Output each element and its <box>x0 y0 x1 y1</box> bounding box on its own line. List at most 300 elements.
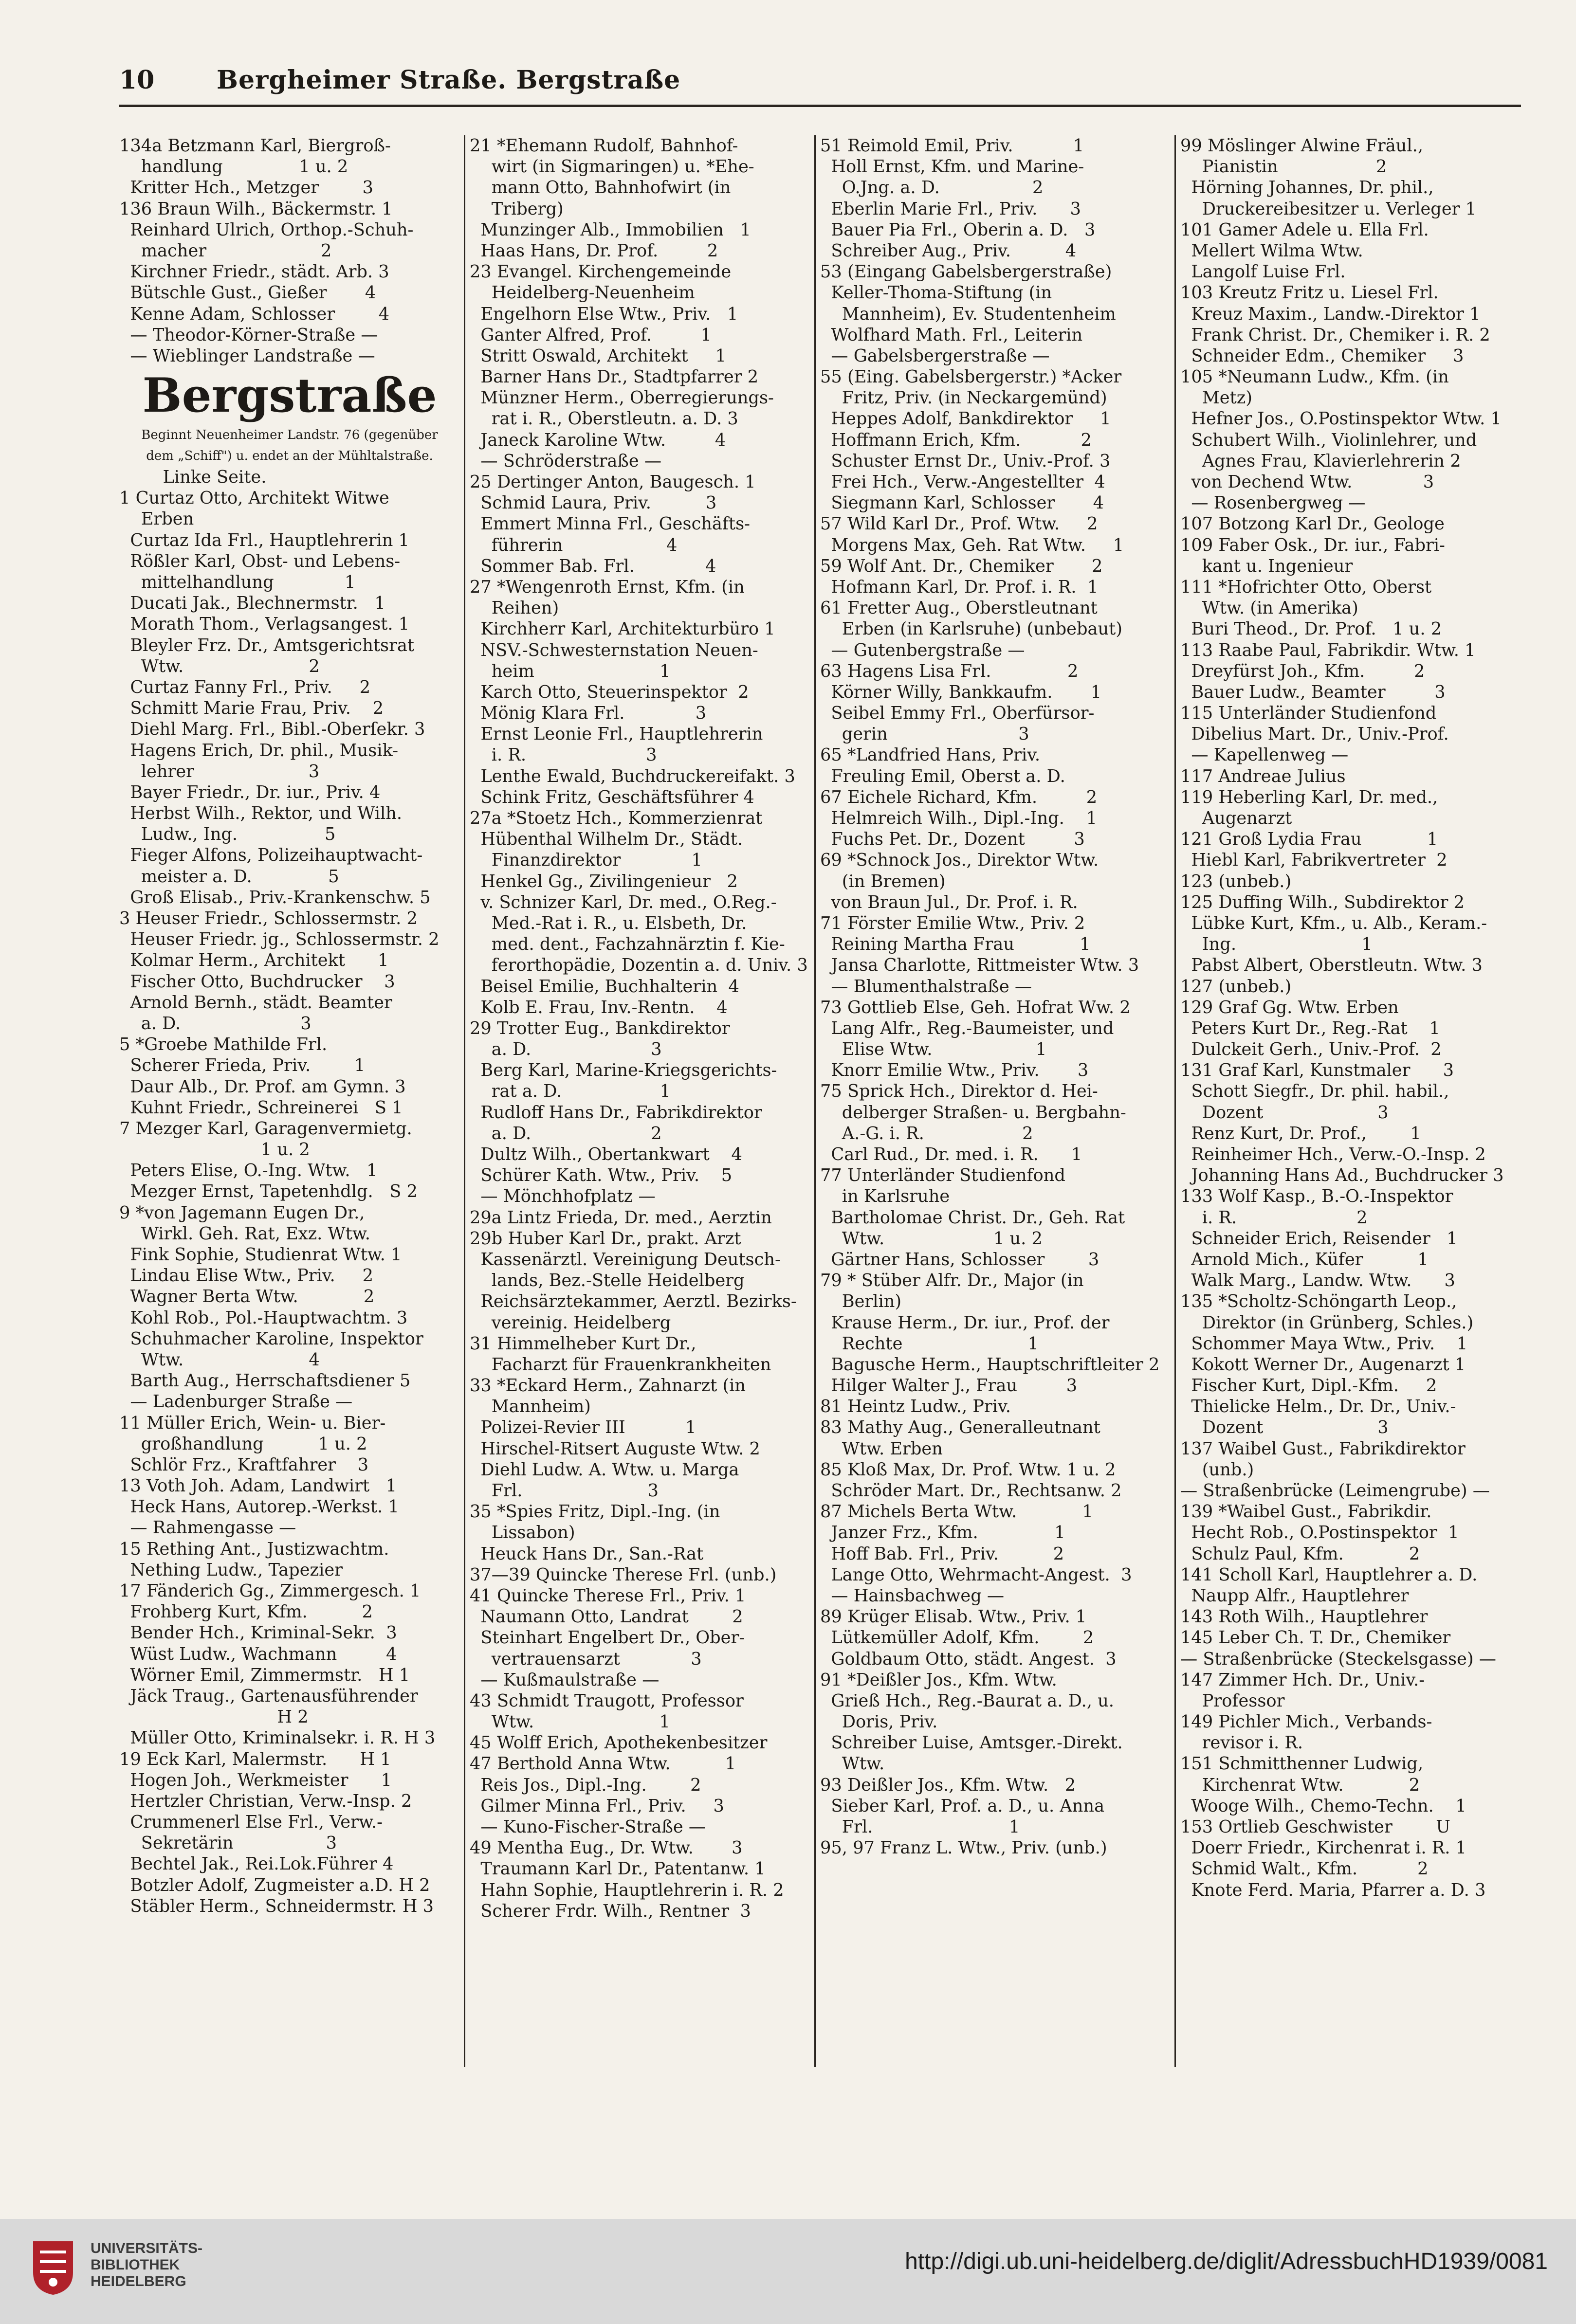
address-line: 151 Schmitthenner Ludwig, <box>1180 1754 1423 1774</box>
address-line: Schneider Erich, Reisender 1 <box>1180 1228 1458 1249</box>
address-line: Schuster Ernst Dr., Univ.-Prof. 3 <box>820 451 1111 471</box>
address-line: Fischer Otto, Buchdrucker 3 <box>119 971 395 992</box>
address-line: Fieger Alfons, Polizeihauptwacht- <box>119 845 423 866</box>
address-line: Siegmann Karl, Schlosser 4 <box>820 493 1104 513</box>
address-line: Janzer Frz., Kfm. 1 <box>820 1523 1065 1543</box>
address-line: 25 Dertinger Anton, Baugesch. 1 <box>470 472 756 492</box>
address-line: Seibel Emmy Frl., Oberfürsor- <box>820 703 1095 724</box>
address-line: Gilmer Minna Frl., Priv. 3 <box>470 1796 724 1816</box>
page-header <box>119 58 1521 102</box>
address-line: Wüst Ludw., Wachmann 4 <box>119 1644 397 1664</box>
address-line: Heuck Hans Dr., San.-Rat <box>470 1543 704 1564</box>
column-3 <box>820 135 1171 2072</box>
address-line: 143 Roth Wilh., Hauptlehrer <box>1180 1607 1428 1627</box>
address-line: Doris, Priv. <box>820 1712 938 1732</box>
address-line: Wirkl. Geh. Rat, Exz. Wtw. <box>119 1223 370 1244</box>
address-line: Reinhard Ulrich, Orthop.-Schuh- <box>119 219 414 240</box>
address-line: Janeck Karoline Wtw. 4 <box>470 430 726 450</box>
address-line: Heppes Adolf, Bankdirektor 1 <box>820 409 1111 429</box>
address-line: führerin 4 <box>470 535 678 555</box>
address-line: Facharzt für Frauenkrankheiten <box>470 1354 771 1375</box>
address-line: 115 Unterländer Studienfond <box>1180 703 1437 724</box>
address-line: Schott Siegfr., Dr. phil. habil., <box>1180 1081 1449 1102</box>
address-line: 73 Gottlieb Else, Geh. Hofrat Ww. 2 <box>820 997 1131 1017</box>
address-line: 43 Schmidt Traugott, Professor <box>470 1690 744 1711</box>
address-line: Engelhorn Else Wtw., Priv. 1 <box>470 304 738 324</box>
address-line: — Ladenburger Straße — <box>119 1392 353 1412</box>
address-line: 113 Raabe Paul, Fabrikdir. Wtw. 1 <box>1180 640 1476 660</box>
address-line: Scherer Frieda, Priv. 1 <box>119 1055 366 1076</box>
address-line: Helmreich Wilh., Dipl.-Ing. 1 <box>820 808 1097 828</box>
address-line: Knorr Emilie Wtw., Priv. 3 <box>820 1060 1089 1081</box>
address-line: Grieß Hch., Reg.-Baurat a. D., u. <box>820 1690 1114 1711</box>
address-line: ferorthopädie, Dozentin a. d. Univ. 3 <box>470 955 808 976</box>
address-line: Lang Alfr., Reg.-Baumeister, und <box>820 1018 1114 1038</box>
address-line: Polizei-Revier III 1 <box>470 1417 696 1438</box>
address-line: Druckereibesitzer u. Verleger 1 <box>1180 199 1477 219</box>
address-line: Kenne Adam, Schlosser 4 <box>119 304 390 324</box>
address-line: mann Otto, Bahnhofwirt (in <box>470 178 731 198</box>
address-line: Jansa Charlotte, Rittmeister Wtw. 3 <box>820 955 1139 976</box>
address-line: Morath Thom., Verlagsangest. 1 <box>119 614 410 635</box>
address-line: Keller-Thoma-Stiftung (in <box>820 283 1052 303</box>
address-line: — Straßenbrücke (Leimengrube) — <box>1180 1481 1490 1501</box>
address-line: Heck Hans, Autorep.-Werkst. 1 <box>119 1497 399 1517</box>
address-line: Kritter Hch., Metzger 3 <box>119 178 374 198</box>
address-line: Dozent 3 <box>1180 1102 1389 1123</box>
address-line: Bagusche Herm., Hauptschriftleiter 2 <box>820 1354 1160 1375</box>
address-line: 121 Groß Lydia Frau 1 <box>1180 829 1438 850</box>
address-line: 95, 97 Franz L. Wtw., Priv. (unb.) <box>820 1838 1107 1858</box>
address-line: 85 Kloß Max, Dr. Prof. Wtw. 1 u. 2 <box>820 1459 1116 1480</box>
address-line: — Gutenbergstraße — <box>820 640 1025 660</box>
address-line: 29a Lintz Frieda, Dr. med., Aerztin <box>470 1207 772 1228</box>
address-line: Bartholomae Christ. Dr., Geh. Rat <box>820 1207 1125 1228</box>
column-4 <box>1180 135 1521 2072</box>
address-line: 141 Scholl Karl, Hauptlehrer a. D. <box>1180 1564 1478 1585</box>
address-line: Bayer Friedr., Dr. iur., Priv. 4 <box>119 782 381 802</box>
address-line: Rudloff Hans Dr., Fabrikdirektor <box>470 1102 762 1123</box>
address-line: Stäbler Herm., Schneidermstr. H 3 <box>119 1896 434 1916</box>
address-line: 101 Gamer Adele u. Ella Frl. <box>1180 219 1429 240</box>
address-line: 49 Mentha Eug., Dr. Wtw. 3 <box>470 1838 743 1858</box>
address-line: mittelhandlung 1 <box>119 572 356 592</box>
address-line: Mönig Klara Frl. 3 <box>470 703 707 724</box>
address-line: Dulckeit Gerh., Univ.-Prof. 2 <box>1180 1039 1442 1060</box>
section-title: Bergstraße <box>142 368 437 423</box>
address-line: Erben <box>119 509 194 529</box>
address-line: Traumann Karl Dr., Patentanw. 1 <box>470 1859 766 1879</box>
address-line: Pianistin 2 <box>1180 157 1387 177</box>
address-line: Wtw. 4 <box>119 1349 320 1370</box>
address-line: Kirchenrat Wtw. 2 <box>1180 1775 1420 1795</box>
library-name-line: UNIVERSITÄTS- <box>91 2240 203 2256</box>
address-line: Stritt Oswald, Architekt 1 <box>470 345 726 366</box>
address-line: Wooge Wilh., Chemo-Techn. 1 <box>1180 1796 1466 1816</box>
address-line: lehrer 3 <box>119 761 320 781</box>
address-line: vertrauensarzt 3 <box>470 1649 702 1669</box>
column-divider <box>464 135 465 2067</box>
address-line: 19 Eck Karl, Malermstr. H 1 <box>119 1749 391 1769</box>
address-line: Curtaz Fanny Frl., Priv. 2 <box>119 677 371 697</box>
address-line: Ganter Alfred, Prof. 1 <box>470 325 712 345</box>
address-line: Knote Ferd. Maria, Pfarrer a. D. 3 <box>1180 1880 1486 1900</box>
address-line: Berlin) <box>820 1291 902 1312</box>
address-line: Holl Ernst, Kfm. und Marine- <box>820 157 1084 177</box>
address-line: Hirschel-Ritsert Auguste Wtw. 2 <box>470 1438 760 1459</box>
address-line: 71 Förster Emilie Wtw., Priv. 2 <box>820 913 1085 933</box>
address-line: Wtw. Erben <box>820 1438 943 1459</box>
address-line: Mezger Ernst, Tapetenhdlg. S 2 <box>119 1181 418 1202</box>
address-line: Morgens Max, Geh. Rat Wtw. 1 <box>820 535 1124 555</box>
address-line: Lindau Elise Wtw., Priv. 2 <box>119 1266 374 1286</box>
address-line: Ducati Jak., Blechnermstr. 1 <box>119 593 385 614</box>
address-line: 63 Hagens Lisa Frl. 2 <box>820 661 1079 681</box>
address-line: Bauer Ludw., Beamter 3 <box>1180 682 1446 702</box>
address-line: 35 *Spies Fritz, Dipl.-Ing. (in <box>470 1502 720 1522</box>
address-line: Wtw. 2 <box>119 656 320 676</box>
address-line: rat i. R., Oberstleutn. a. D. 3 <box>470 409 738 429</box>
address-line: Frohberg Kurt, Kfm. 2 <box>119 1602 373 1622</box>
address-line: 53 (Eingang Gabelsbergerstraße) <box>820 262 1112 282</box>
address-line: Renz Kurt, Dr. Prof., 1 <box>1180 1123 1421 1144</box>
address-line: Goldbaum Otto, städt. Angest. 3 <box>820 1649 1117 1669</box>
address-line: Lange Otto, Wehrmacht-Angest. 3 <box>820 1564 1132 1585</box>
address-line: 59 Wolf Ant. Dr., Chemiker 2 <box>820 556 1103 576</box>
address-line: Groß Elisab., Priv.-Krankenschw. 5 <box>119 887 431 908</box>
address-line: Sieber Karl, Prof. a. D., u. Anna <box>820 1796 1105 1816</box>
address-line: Rechte 1 <box>820 1333 1039 1354</box>
address-line: Barner Hans Dr., Stadtpfarrer 2 <box>470 367 759 387</box>
address-line: Schmitt Marie Frau, Priv. 2 <box>119 698 384 719</box>
address-line: Peters Elise, O.-Ing. Wtw. 1 <box>119 1161 378 1181</box>
address-line: Wtw. (in Amerika) <box>1180 598 1358 618</box>
address-line: 75 Sprick Hch., Direktor d. Hei- <box>820 1081 1098 1102</box>
address-line: 93 Deißler Jos., Kfm. Wtw. 2 <box>820 1775 1076 1795</box>
address-line: 103 Kreutz Fritz u. Liesel Frl. <box>1180 283 1439 303</box>
address-line: Schürer Kath. Wtw., Priv. 5 <box>470 1165 733 1186</box>
address-line: Curtaz Ida Frl., Hauptlehrerin 1 <box>119 530 409 550</box>
address-line: Hofmann Karl, Dr. Prof. i. R. 1 <box>820 577 1099 597</box>
address-line: Kolb E. Frau, Inv.-Rentn. 4 <box>470 997 728 1017</box>
address-line: Kirchner Friedr., städt. Arb. 3 <box>119 262 389 282</box>
address-line: 107 Botzong Karl Dr., Geologe <box>1180 514 1445 534</box>
address-line: Med.-Rat i. R., u. Elsbeth, Dr. <box>470 913 747 933</box>
address-line: Körner Willy, Bankkaufm. 1 <box>820 682 1102 702</box>
address-line: 145 Leber Ch. T. Dr., Chemiker <box>1180 1628 1451 1648</box>
address-line: Freuling Emil, Oberst a. D. <box>820 766 1065 786</box>
address-line: 21 *Ehemann Rudolf, Bahnhof- <box>470 136 738 156</box>
address-line: Botzler Adolf, Zugmeister a.D. H 2 <box>119 1875 430 1895</box>
address-line: heim 1 <box>470 661 671 681</box>
address-line: i. R. 2 <box>1180 1207 1368 1228</box>
column-2 <box>470 135 810 2072</box>
address-line: Agnes Frau, Klavierlehrerin 2 <box>1180 451 1461 471</box>
address-line: Ing. 1 <box>1180 934 1373 955</box>
address-line: 51 Reimold Emil, Priv. 1 <box>820 136 1084 156</box>
address-line: Linke Seite. <box>119 467 267 488</box>
address-line: Hiebl Karl, Fabrikvertreter 2 <box>1180 850 1448 871</box>
address-line: 7 Mezger Karl, Garagenvermietg. <box>119 1118 412 1139</box>
address-line: a. D. 3 <box>119 1013 312 1034</box>
library-name <box>91 2240 246 2290</box>
address-line: Barth Aug., Herrschaftsdiener 5 <box>119 1371 411 1391</box>
address-line: macher 2 <box>119 240 332 261</box>
address-line: O.Jng. a. D. 2 <box>820 178 1044 198</box>
address-line: Fritz, Priv. (in Neckargemünd) <box>820 388 1107 408</box>
address-line: Bender Hch., Kriminal-Sekr. 3 <box>119 1623 397 1643</box>
address-line: Kirchherr Karl, Architekturbüro 1 <box>470 619 775 639</box>
address-line: 69 *Schnock Jos., Direktor Wtw. <box>820 850 1099 871</box>
address-line: Lütkemüller Adolf, Kfm. 2 <box>820 1628 1094 1648</box>
address-line: Fischer Kurt, Dipl.-Kfm. 2 <box>1180 1376 1437 1396</box>
address-line: Carl Rud., Dr. med. i. R. 1 <box>820 1144 1082 1164</box>
address-line: Fink Sophie, Studienrat Wtw. 1 <box>119 1245 402 1265</box>
address-line: 41 Quincke Therese Frl., Priv. 1 <box>470 1585 746 1606</box>
address-line: handlung 1 u. 2 <box>119 157 348 177</box>
address-line: i. R. 3 <box>470 745 657 765</box>
address-line: Wagner Berta Wtw. 2 <box>119 1287 375 1307</box>
address-line: 137 Waibel Gust., Fabrikdirektor <box>1180 1438 1466 1459</box>
address-line: Hagens Erich, Dr. phil., Musik- <box>119 740 399 761</box>
address-line: 13 Voth Joh. Adam, Landwirt 1 <box>119 1476 397 1496</box>
section-subtitle <box>119 425 460 467</box>
address-line: Schink Fritz, Geschäftsführer 4 <box>470 787 754 807</box>
address-line: Wtw. <box>820 1754 885 1774</box>
address-line: Bechtel Jak., Rei.Lok.Führer 4 <box>119 1854 394 1874</box>
address-line: 77 Unterländer Studienfond <box>820 1165 1065 1186</box>
address-line: großhandlung 1 u. 2 <box>119 1434 367 1454</box>
address-line: wirt (in Sigmaringen) u. *Ehe- <box>470 157 754 177</box>
address-line: Kohl Rob., Pol.-Hauptwachtm. 3 <box>119 1307 408 1328</box>
address-line: Reinheimer Hch., Verw.-O.-Insp. 2 <box>1180 1144 1486 1164</box>
address-line: Bauer Pia Frl., Oberin a. D. 3 <box>820 219 1096 240</box>
address-line: 9 *von Jagemann Eugen Dr., <box>119 1202 365 1223</box>
address-line: 87 Michels Berta Wtw. 1 <box>820 1502 1093 1522</box>
address-line: 47 Berthold Anna Wtw. 1 <box>470 1754 736 1774</box>
address-line: 37—39 Quincke Therese Frl. (unb.) <box>470 1564 777 1585</box>
address-line: 109 Faber Osk., Dr. iur., Fabri- <box>1180 535 1445 555</box>
address-line: Mannheim) <box>470 1397 591 1417</box>
address-line: Heidelberg-Neuenheim <box>470 283 695 303</box>
address-line: Henkel Gg., Zivilingenieur 2 <box>470 871 738 891</box>
address-line: Schneider Edm., Chemiker 3 <box>1180 345 1464 366</box>
address-line: — Kußmaulstraße — <box>470 1670 660 1690</box>
address-line: Hecht Rob., O.Postinspektor 1 <box>1180 1523 1459 1543</box>
address-line: 5 *Groebe Mathilde Frl. <box>119 1035 328 1055</box>
address-line: 127 (unbeb.) <box>1180 976 1292 997</box>
address-line: 65 *Landfried Hans, Priv. <box>820 745 1041 765</box>
address-line: kant u. Ingenieur <box>1180 556 1353 576</box>
address-line: Kolmar Herm., Architekt 1 <box>119 950 389 971</box>
address-line: Gärtner Hans, Schlosser 3 <box>820 1249 1100 1270</box>
address-line: Reining Martha Frau 1 <box>820 934 1091 955</box>
address-line: 125 Duffing Wilh., Subdirektor 2 <box>1180 892 1465 912</box>
address-line: 23 Evangel. Kirchengemeinde <box>470 262 732 282</box>
address-line: Nething Ludw., Tapezier <box>119 1560 343 1580</box>
address-line: 57 Wild Karl Dr., Prof. Wtw. 2 <box>820 514 1098 534</box>
address-line: — Rahmengasse — <box>119 1518 296 1538</box>
address-line: Lissabon) <box>470 1523 575 1543</box>
address-line: a. D. 3 <box>470 1039 662 1060</box>
library-name-line: BIBLIOTHEK <box>91 2257 180 2273</box>
university-library-seal-icon <box>30 2238 76 2297</box>
address-line: Diehl Ludw. A. Wtw. u. Marga <box>470 1459 739 1480</box>
address-line: Peters Kurt Dr., Reg.-Rat 1 <box>1180 1018 1440 1038</box>
address-line: 134a Betzmann Karl, Biergroß- <box>119 136 391 156</box>
address-line: von Braun Jul., Dr. Prof. i. R. <box>820 892 1078 912</box>
address-line: — Rosenbergweg — <box>1180 493 1366 513</box>
address-line: vereinig. Heidelberg <box>470 1312 671 1333</box>
address-line: Kreuz Maxim., Landw.-Direktor 1 <box>1180 304 1481 324</box>
address-line: Herbst Wilh., Rektor, und Wilh. <box>119 803 403 824</box>
address-line: Lenthe Ewald, Buchdruckereifakt. 3 <box>470 766 795 786</box>
address-line: Schubert Wilh., Violinlehrer, und <box>1180 430 1477 450</box>
address-line: Wolfhard Math. Frl., Leiterin <box>820 325 1083 345</box>
address-line: Arnold Mich., Küfer 1 <box>1180 1249 1429 1270</box>
address-line: 15 Rething Ant., Justizwachtm. <box>119 1539 389 1559</box>
address-line: Reichsärztekammer, Aerztl. Bezirks- <box>470 1291 797 1312</box>
address-line: revisor i. R. <box>1180 1733 1303 1753</box>
address-line: Emmert Minna Frl., Geschäfts- <box>470 514 751 534</box>
address-line: Finanzdirektor 1 <box>470 850 702 871</box>
address-line: Johanning Hans Ad., Buchdrucker 3 <box>1180 1165 1504 1186</box>
address-line: 17 Fänderich Gg., Zimmergesch. 1 <box>119 1581 421 1601</box>
address-line: Heuser Friedr. jg., Schlossermstr. 2 <box>119 929 440 950</box>
address-line: Professor <box>1180 1690 1285 1711</box>
address-line: Kassenärztl. Vereinigung Deutsch- <box>470 1249 781 1270</box>
address-line: Karch Otto, Steuerinspektor 2 <box>470 682 749 702</box>
address-line: 79 * Stüber Alfr. Dr., Major (in <box>820 1271 1084 1291</box>
address-line: 33 *Eckard Herm., Zahnarzt (in <box>470 1376 746 1396</box>
address-line: Ernst Leonie Frl., Hauptlehrerin <box>470 724 763 744</box>
address-line: Triberg) <box>470 199 564 219</box>
page-title: Bergheimer Straße. Bergstraße <box>217 65 681 95</box>
address-line: Scherer Frdr. Wilh., Rentner 3 <box>470 1901 751 1921</box>
address-line: rat a. D. 1 <box>470 1081 671 1102</box>
address-line: Naumann Otto, Landrat 2 <box>470 1607 743 1627</box>
address-line: Schmid Walt., Kfm. 2 <box>1180 1859 1429 1879</box>
address-line: Crummenerl Else Frl., Verw.- <box>119 1812 383 1833</box>
column-divider <box>1174 135 1176 2067</box>
address-line: A.-G. i. R. 2 <box>820 1123 1033 1144</box>
address-line: Rößler Karl, Obst- und Lebens- <box>119 551 401 571</box>
address-line: 117 Andreae Julius <box>1180 766 1346 786</box>
address-line: Wtw. 1 u. 2 <box>820 1228 1043 1249</box>
address-line: — Mönchhofplatz — <box>470 1186 656 1207</box>
address-line: 136 Braun Wilh., Bäckermstr. 1 <box>119 199 393 219</box>
address-line: Schröder Mart. Dr., Rechtsanw. 2 <box>820 1481 1122 1501</box>
address-line: Schreiber Luise, Amtsger.-Direkt. <box>820 1733 1123 1753</box>
address-line: (unb.) <box>1180 1459 1254 1480</box>
address-line: Augenarzt <box>1180 808 1292 828</box>
address-line: 45 Wolff Erich, Apothekenbesitzer <box>470 1733 768 1753</box>
address-line: Wörner Emil, Zimmermstr. H 1 <box>119 1665 410 1685</box>
address-line: Buri Theod., Dr. Prof. 1 u. 2 <box>1180 619 1442 639</box>
address-line: 31 Himmelheber Kurt Dr., <box>470 1333 696 1354</box>
address-line: Kuhnt Friedr., Schreinerei S 1 <box>119 1097 403 1118</box>
address-line: Ludw., Ing. 5 <box>119 824 336 845</box>
address-line: 1 Curtaz Otto, Architekt Witwe <box>119 488 389 508</box>
address-line: Erben (in Karlsruhe) (unbebaut) <box>820 619 1122 639</box>
address-line: Hilger Walter J., Frau 3 <box>820 1376 1078 1396</box>
address-line: Sekretärin 3 <box>119 1833 337 1853</box>
address-line: Hübenthal Wilhelm Dr., Städt. <box>470 829 743 850</box>
address-line: Sommer Bab. Frl. 4 <box>470 556 716 576</box>
address-line: — Kuno-Fischer-Straße — <box>470 1817 706 1837</box>
address-line: 61 Fretter Aug., Oberstleutnant <box>820 598 1098 618</box>
address-line: — Gabelsbergerstraße — <box>820 345 1050 366</box>
address-line: Münzner Herm., Oberregierungs- <box>470 388 774 408</box>
address-line: Hoff Bab. Frl., Priv. 2 <box>820 1543 1064 1564</box>
address-line: Reihen) <box>470 598 559 618</box>
address-line: Bleyler Frz. Dr., Amtsgerichtsrat <box>119 635 415 655</box>
address-line: Schlör Frz., Kraftfahrer 3 <box>119 1454 369 1475</box>
address-line: 111 *Hofrichter Otto, Oberst <box>1180 577 1432 597</box>
address-line: (in Bremen) <box>820 871 946 891</box>
address-line: v. Schnizer Karl, Dr. med., O.Reg.- <box>470 892 777 912</box>
address-line: Arnold Bernh., städt. Beamter <box>119 992 392 1013</box>
address-line: 3 Heuser Friedr., Schlossermstr. 2 <box>119 908 418 928</box>
address-line: Hertzler Christian, Verw.-Insp. 2 <box>119 1791 412 1811</box>
header-rule <box>119 105 1521 107</box>
address-line: — Blumenthalstraße — <box>820 976 1032 997</box>
address-line: 105 *Neumann Ludw., Kfm. (in <box>1180 367 1449 387</box>
address-line: 135 *Scholtz-Schöngarth Leop., <box>1180 1291 1457 1312</box>
address-line: Schreiber Aug., Priv. 4 <box>820 240 1077 261</box>
address-line: — Hainsbachweg — <box>820 1585 1005 1606</box>
address-line: Haas Hans, Dr. Prof. 2 <box>470 240 718 261</box>
address-line: von Dechend Wtw. 3 <box>1180 472 1434 492</box>
address-line: 29 Trotter Eug., Bankdirektor <box>470 1018 730 1038</box>
column-1 <box>119 135 460 2072</box>
footer-bar <box>0 2219 1576 2324</box>
address-line: Schulz Paul, Kfm. 2 <box>1180 1543 1420 1564</box>
address-line: 89 Krüger Elisab. Wtw., Priv. 1 <box>820 1607 1087 1627</box>
address-line: meister a. D. 5 <box>119 866 339 887</box>
address-line: Langolf Luise Frl. <box>1180 262 1346 282</box>
address-line: 27a *Stoetz Hch., Kommerzienrat <box>470 808 763 828</box>
address-line: Bütschle Gust., Gießer 4 <box>119 283 376 303</box>
address-line: Jäck Traug., Gartenausführender <box>119 1686 418 1706</box>
address-line: 1 u. 2 <box>119 1140 310 1160</box>
section-subtitle-line: dem „Schiff") u. endet an der Mühltalstraße. <box>146 449 433 464</box>
address-line: 129 Graf Gg. Wtw. Erben <box>1180 997 1399 1017</box>
address-line: — Kapellenweg — <box>1180 745 1349 765</box>
address-line: Walk Marg., Landw. Wtw. 3 <box>1180 1271 1455 1291</box>
column-divider <box>814 135 816 2067</box>
address-line: Elise Wtw. 1 <box>820 1039 1047 1060</box>
address-line: 29b Huber Karl Dr., prakt. Arzt <box>470 1228 741 1249</box>
address-line: Krause Herm., Dr. iur., Prof. der <box>820 1312 1110 1333</box>
address-line: 147 Zimmer Hch. Dr., Univ.- <box>1180 1670 1425 1690</box>
address-line: 149 Pichler Mich., Verbands- <box>1180 1712 1432 1732</box>
source-url[interactable]: http://digi.ub.uni-heidelberg.de/diglit/AdressbuchHD1939/0081 <box>905 2249 1548 2274</box>
address-line: Frl. 1 <box>820 1817 1020 1837</box>
address-line: Wtw. 1 <box>470 1712 670 1732</box>
address-line: Dreyfürst Joh., Kfm. 2 <box>1180 661 1425 681</box>
address-line: Steinhart Engelbert Dr., Ober- <box>470 1628 745 1648</box>
address-line: 55 (Eing. Gabelsbergerstr.) *Acker <box>820 367 1122 387</box>
address-line: Mannheim), Ev. Studentenheim <box>820 304 1116 324</box>
address-line: Munzinger Alb., Immobilien 1 <box>470 219 751 240</box>
address-line: Pabst Albert, Oberstleutn. Wtw. 3 <box>1180 955 1483 976</box>
address-line: 99 Möslinger Alwine Fräul., <box>1180 136 1423 156</box>
address-line: NSV.-Schwesternstation Neuen- <box>470 640 758 660</box>
address-line: 27 *Wengenroth Ernst, Kfm. (in <box>470 577 745 597</box>
address-line: Berg Karl, Marine-Kriegsgerichts- <box>470 1060 777 1081</box>
address-line: Metz) <box>1180 388 1253 408</box>
